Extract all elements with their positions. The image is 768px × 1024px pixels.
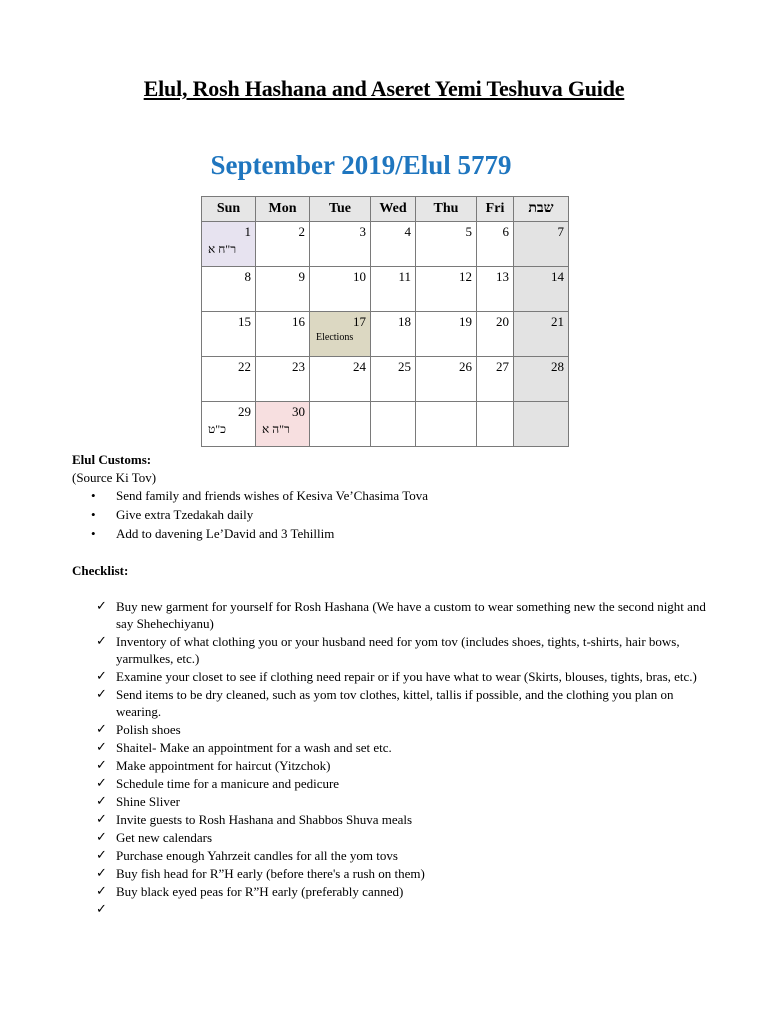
day-number bbox=[416, 402, 476, 404]
checkmark-icon: ✓ bbox=[96, 758, 107, 773]
calendar-day-cell bbox=[310, 312, 371, 357]
calendar-day-cell bbox=[310, 267, 371, 312]
day-number: 8 bbox=[244, 269, 251, 284]
checkmark-icon: ✓ bbox=[96, 830, 107, 845]
day-number: 13 bbox=[496, 269, 509, 284]
checkmark-icon: ✓ bbox=[96, 722, 107, 737]
day-number: 1 bbox=[244, 224, 251, 239]
checklist-item bbox=[96, 739, 706, 756]
calendar-day-cell bbox=[514, 267, 569, 312]
calendar-day-cell bbox=[310, 402, 371, 447]
bullet-icon: • bbox=[91, 526, 96, 541]
calendar-day-cell bbox=[514, 312, 569, 357]
calendar-day-cell bbox=[416, 267, 477, 312]
calendar-day-cell bbox=[202, 402, 256, 447]
calendar-day-cell bbox=[416, 357, 477, 402]
checkmark-icon: ✓ bbox=[96, 740, 107, 755]
calendar-day-cell bbox=[202, 267, 256, 312]
customs-source: (Source Ki Tov) bbox=[72, 470, 157, 485]
custom-text: Send family and friends wishes of Kesiva Ve’Chasima Tova bbox=[116, 488, 428, 503]
calendar-day-cell bbox=[477, 267, 514, 312]
checklist-item bbox=[96, 633, 706, 667]
day-number: 11 bbox=[398, 269, 411, 284]
calendar-title: September 2019/Elul 5779 bbox=[210, 150, 512, 180]
bullet-icon: • bbox=[91, 488, 96, 503]
customs-heading: Elul Customs: bbox=[72, 452, 152, 467]
erev-rh-note: כ"ט bbox=[208, 422, 227, 436]
checkmark-icon: ✓ bbox=[96, 902, 107, 917]
weekday-mon: Mon bbox=[256, 197, 310, 222]
day-number: 10 bbox=[353, 269, 366, 284]
weekday-thu: Thu bbox=[416, 197, 477, 222]
day-number: 15 bbox=[238, 314, 251, 329]
checklist-item bbox=[96, 829, 706, 846]
calendar-week-row bbox=[202, 312, 569, 357]
calendar-table bbox=[201, 196, 569, 447]
calendar-day-cell bbox=[371, 312, 416, 357]
calendar-day-cell bbox=[202, 357, 256, 402]
page-title: Elul, Rosh Hashana and Aseret Yemi Teshuva Guide bbox=[143, 76, 625, 101]
day-number: 28 bbox=[551, 359, 564, 374]
checklist-item bbox=[96, 883, 706, 900]
list-item bbox=[72, 526, 428, 545]
calendar-day-cell bbox=[256, 357, 310, 402]
checklist-text: Buy fish head for R”H early (before there's a rush on them) bbox=[116, 866, 425, 881]
checkmark-icon: ✓ bbox=[96, 866, 107, 881]
calendar-day-cell bbox=[371, 402, 416, 447]
checklist-text: Make appointment for haircut (Yitzchok) bbox=[116, 758, 331, 773]
day-number: 22 bbox=[238, 359, 251, 374]
day-number: 20 bbox=[496, 314, 509, 329]
day-number: 25 bbox=[398, 359, 411, 374]
checklist-text: Shaitel- Make an appointment for a wash and set etc. bbox=[116, 740, 392, 755]
checklist bbox=[96, 598, 706, 917]
checkmark-icon: ✓ bbox=[96, 669, 107, 684]
calendar-day-cell bbox=[256, 267, 310, 312]
calendar-day-cell bbox=[477, 402, 514, 447]
day-number: 7 bbox=[557, 224, 564, 239]
custom-text: Give extra Tzedakah daily bbox=[116, 507, 254, 522]
day-number: 29 bbox=[238, 404, 251, 419]
checkmark-icon: ✓ bbox=[96, 687, 107, 702]
checklist-item bbox=[96, 865, 706, 882]
checklist-text: Buy new garment for yourself for Rosh Hashana (We have a custom to wear something new the second night and say Shehechiyanu) bbox=[116, 599, 706, 631]
calendar-day-cell bbox=[256, 222, 310, 267]
day-number: 12 bbox=[459, 269, 472, 284]
checklist-text: Schedule time for a manicure and pedicure bbox=[116, 776, 340, 791]
checklist-text: Inventory of what clothing you or your husband need for yom tov (includes shoes, tights, t-shirts, hair bows, yarmulkes, etc.) bbox=[116, 634, 680, 666]
day-number: 4 bbox=[404, 224, 411, 239]
bullet-icon: • bbox=[91, 507, 96, 522]
calendar-day-cell bbox=[256, 402, 310, 447]
day-number: 16 bbox=[292, 314, 305, 329]
calendar-day-cell bbox=[310, 222, 371, 267]
checkmark-icon: ✓ bbox=[96, 848, 107, 863]
day-number: 19 bbox=[459, 314, 472, 329]
checklist-item bbox=[96, 775, 706, 792]
calendar-day-cell bbox=[202, 222, 256, 267]
day-number: 18 bbox=[398, 314, 411, 329]
checkmark-icon: ✓ bbox=[96, 812, 107, 827]
customs-list bbox=[72, 488, 428, 545]
day-number: 23 bbox=[292, 359, 305, 374]
day-number: 9 bbox=[298, 269, 305, 284]
rosh-hashana-note: ר"ה א bbox=[262, 422, 290, 436]
calendar-day-cell bbox=[416, 402, 477, 447]
calendar-day-cell bbox=[416, 222, 477, 267]
day-number bbox=[477, 402, 513, 404]
checklist-item bbox=[96, 686, 706, 720]
calendar-week-row bbox=[202, 402, 569, 447]
checklist-item bbox=[96, 793, 706, 810]
checkmark-icon: ✓ bbox=[96, 634, 107, 649]
checkmark-icon: ✓ bbox=[96, 794, 107, 809]
checklist-text: Examine your closet to see if clothing need repair or if you have what to wear (Skirts, blouses, tights, bras, etc.) bbox=[116, 669, 697, 684]
calendar-day-cell bbox=[202, 312, 256, 357]
checklist-text: Buy black eyed peas for R”H early (preferably canned) bbox=[116, 884, 404, 899]
calendar-day-cell bbox=[310, 357, 371, 402]
day-number: 24 bbox=[353, 359, 366, 374]
checklist-text: Shine Sliver bbox=[116, 794, 180, 809]
day-number: 26 bbox=[459, 359, 472, 374]
checklist-text: Purchase enough Yahrzeit candles for all the yom tovs bbox=[116, 848, 398, 863]
day-number: 17 bbox=[353, 314, 366, 329]
day-number: 14 bbox=[551, 269, 564, 284]
checklist-item bbox=[96, 757, 706, 774]
weekday-shabbos: שבת bbox=[514, 197, 569, 222]
checklist-heading: Checklist: bbox=[72, 563, 129, 578]
rosh-chodesh-note: ר"ח א bbox=[208, 242, 237, 256]
calendar-week-row bbox=[202, 357, 569, 402]
calendar-day-cell bbox=[371, 267, 416, 312]
day-number: 5 bbox=[465, 224, 472, 239]
checklist-text: Send items to be dry cleaned, such as yom tov clothes, kittel, tallis if possible, and the clothing you plan on wearing. bbox=[116, 687, 674, 719]
day-number: 21 bbox=[551, 314, 564, 329]
calendar-day-cell bbox=[371, 357, 416, 402]
checkmark-icon: ✓ bbox=[96, 599, 107, 614]
calendar-header-row bbox=[202, 197, 569, 222]
day-number: 3 bbox=[359, 224, 366, 239]
calendar-week-row bbox=[202, 267, 569, 312]
calendar-week-row bbox=[202, 222, 569, 267]
checklist-item bbox=[96, 721, 706, 738]
calendar-day-cell bbox=[514, 222, 569, 267]
elections-note: Elections bbox=[316, 332, 354, 343]
weekday-wed: Wed bbox=[371, 197, 416, 222]
checkmark-icon: ✓ bbox=[96, 776, 107, 791]
checklist-item bbox=[96, 598, 706, 632]
weekday-sun: Sun bbox=[202, 197, 256, 222]
day-number bbox=[514, 402, 568, 404]
day-number: 30 bbox=[292, 404, 305, 419]
checklist-item bbox=[96, 847, 706, 864]
checklist-item bbox=[96, 668, 706, 685]
day-number bbox=[310, 402, 370, 404]
list-item bbox=[72, 488, 428, 507]
calendar-day-cell bbox=[256, 312, 310, 357]
weekday-tue: Tue bbox=[310, 197, 371, 222]
calendar-day-cell bbox=[371, 222, 416, 267]
calendar-day-cell bbox=[477, 222, 514, 267]
custom-text: Add to davening Le’David and 3 Tehillim bbox=[116, 526, 335, 541]
checkmark-icon: ✓ bbox=[96, 884, 107, 899]
checklist-item bbox=[96, 811, 706, 828]
calendar-day-cell bbox=[514, 357, 569, 402]
list-item bbox=[72, 507, 428, 526]
calendar-day-cell bbox=[514, 402, 569, 447]
day-number: 6 bbox=[502, 224, 509, 239]
checklist-text: Get new calendars bbox=[116, 830, 213, 845]
calendar-day-cell bbox=[477, 357, 514, 402]
day-number bbox=[371, 402, 415, 404]
day-number: 27 bbox=[496, 359, 509, 374]
weekday-fri: Fri bbox=[477, 197, 514, 222]
day-number: 2 bbox=[298, 224, 305, 239]
checklist-text: Invite guests to Rosh Hashana and Shabbos Shuva meals bbox=[116, 812, 413, 827]
checklist-text: Polish shoes bbox=[116, 722, 181, 737]
calendar-day-cell bbox=[477, 312, 514, 357]
calendar-day-cell bbox=[416, 312, 477, 357]
